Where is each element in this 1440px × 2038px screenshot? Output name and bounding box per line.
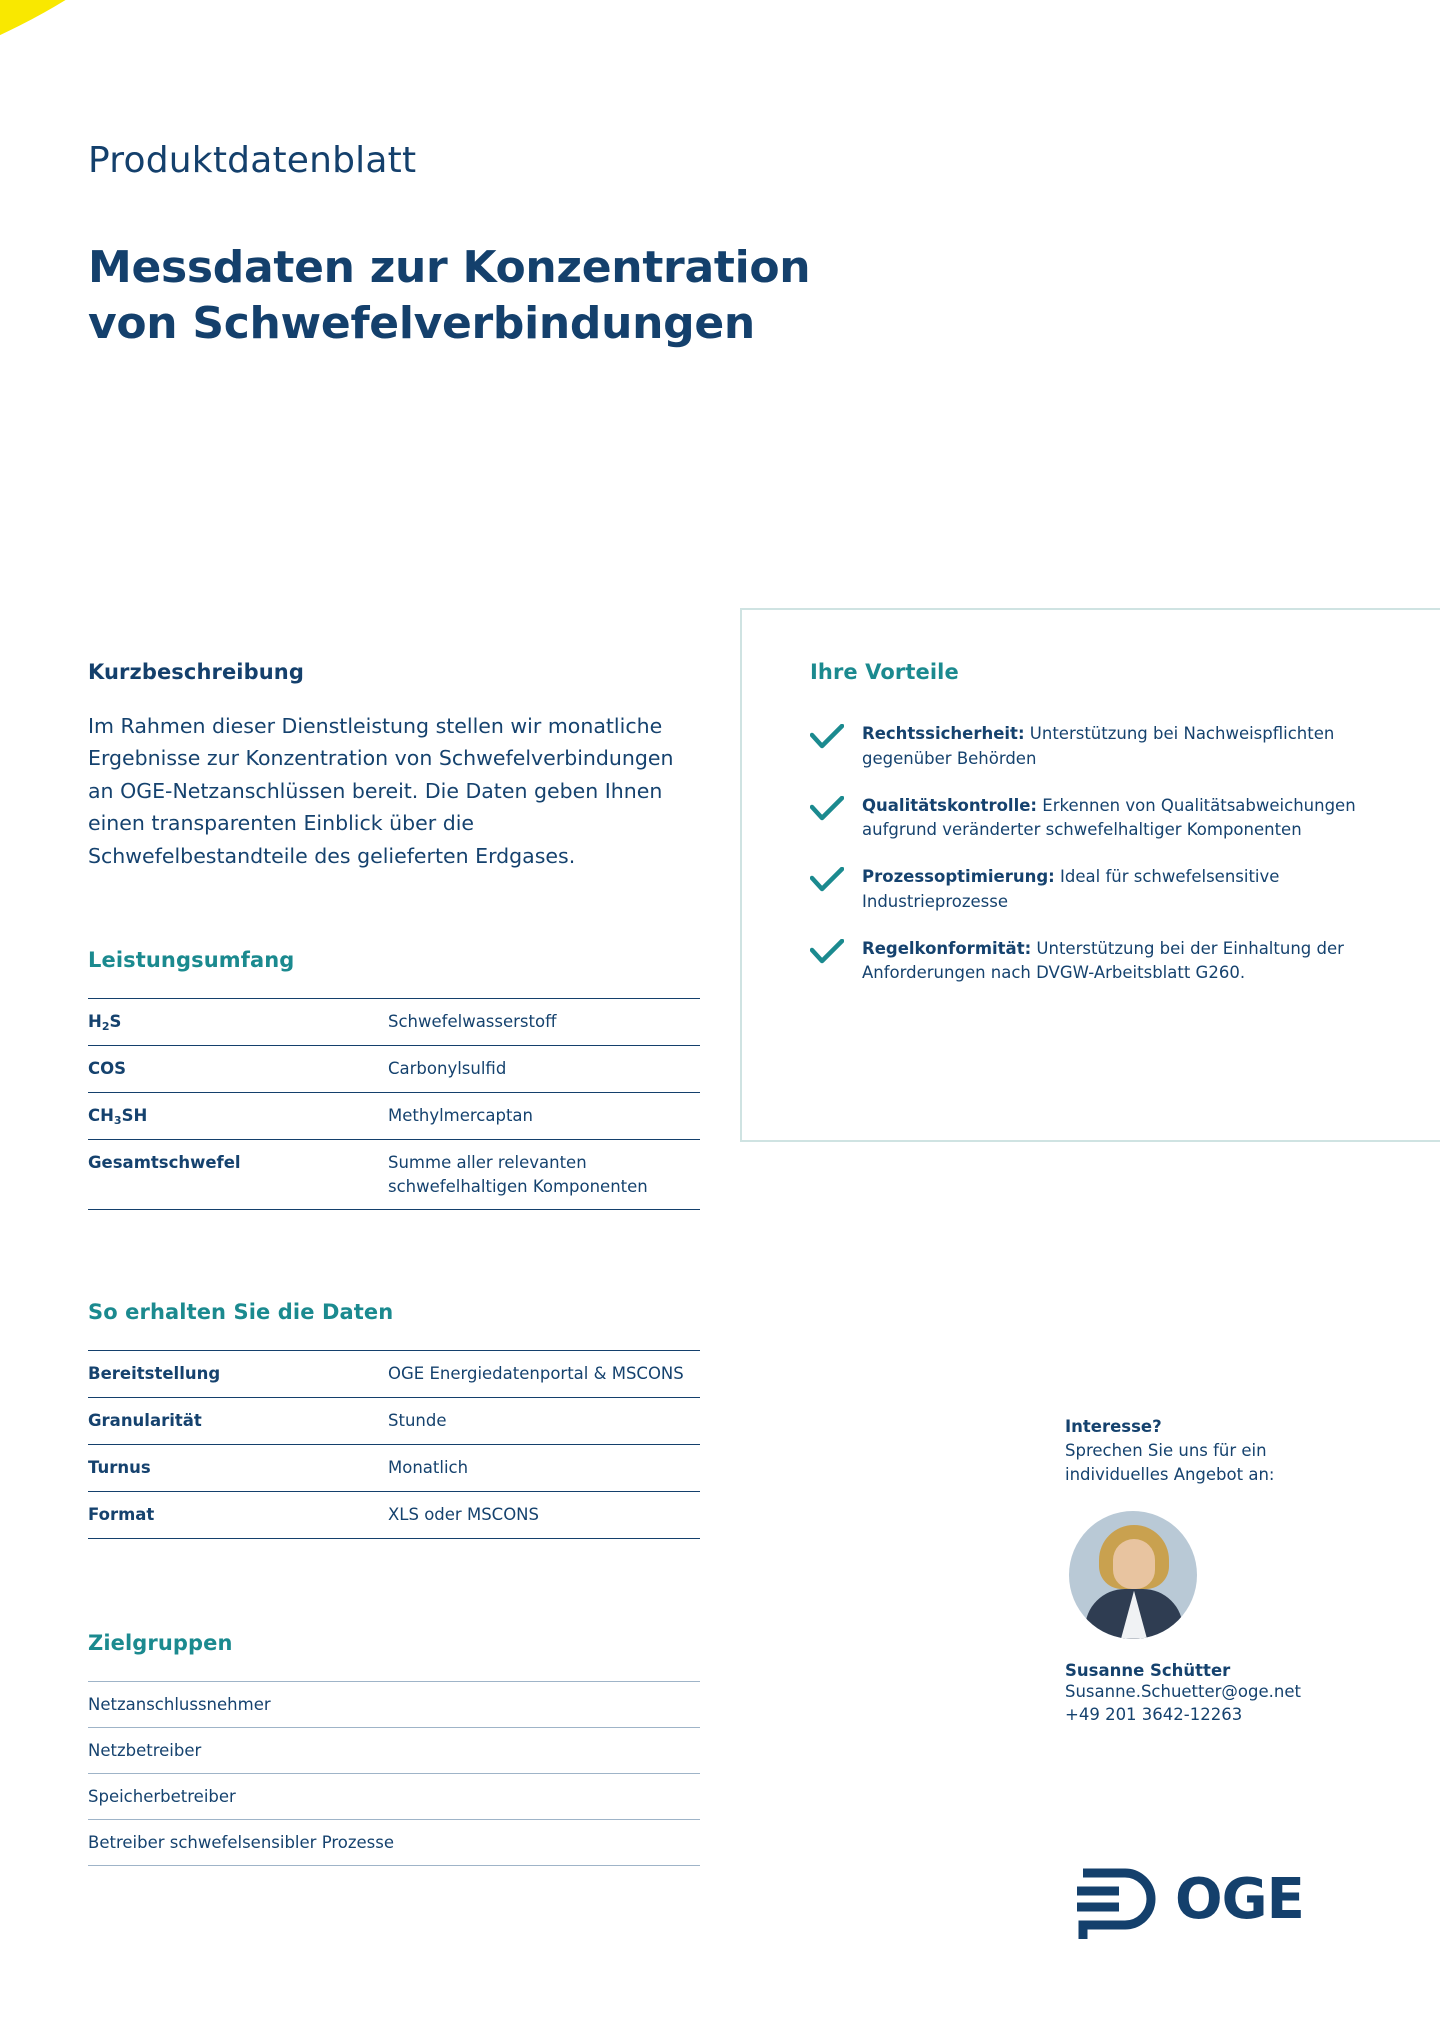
- benefit-text: [862, 937, 1370, 987]
- section-title-vorteile: Ihre Vorteile: [810, 660, 959, 684]
- avatar-face: [1113, 1539, 1155, 1589]
- row-value: Carbonylsulfid: [388, 1058, 507, 1078]
- table-row: [88, 1445, 700, 1492]
- list-item: [88, 1820, 700, 1866]
- row-key: Turnus: [88, 1458, 151, 1478]
- list-item-label: Speicherbetreiber: [88, 1787, 236, 1807]
- benefits-content: [810, 660, 1370, 1008]
- left-column: [88, 660, 698, 1866]
- page-title: [88, 240, 810, 353]
- list-item: [88, 1682, 700, 1728]
- contact-phone[interactable]: +49 201 3642-12263: [1065, 1705, 1243, 1725]
- list-item: [88, 1774, 700, 1820]
- row-value: XLS oder MSCONS: [388, 1505, 539, 1525]
- row-key: $H_2S$: [88, 1011, 122, 1033]
- check-icon: [810, 937, 862, 965]
- row-key: Granularität: [88, 1411, 202, 1431]
- row-key: Bereitstellung: [88, 1364, 221, 1384]
- contact-lead-line1: Sprechen Sie uns für ein: [1065, 1440, 1267, 1460]
- row-value: Monatlich: [388, 1458, 469, 1478]
- oge-logo-text: OGE: [1175, 1867, 1304, 1932]
- document-kicker: Produktdatenblatt: [88, 140, 417, 181]
- benefit-lead: Qualitätskontrolle:: [862, 795, 1038, 815]
- page-title-line2: von Schwefelverbindungen: [88, 298, 755, 350]
- avatar: [1069, 1511, 1197, 1639]
- zielgruppen-table: [88, 1681, 700, 1866]
- row-key: Gesamtschwefel: [88, 1152, 241, 1172]
- list-item-label: Netzanschlussnehmer: [88, 1695, 271, 1715]
- contact-headline: [1065, 1415, 1365, 1439]
- daten-table: [88, 1350, 700, 1539]
- benefit-body: Unterstützung bei Nachweispflichten gegenüber Behörden: [862, 724, 1335, 768]
- row-key: $CH_3SH$: [88, 1105, 148, 1127]
- row-key: COS: [88, 1058, 127, 1078]
- benefit-body: Erkennen von Qualitätsabweichungen aufgrund veränderter schwefelhaltiger Komponenten: [862, 795, 1356, 840]
- benefit-lead: Rechtssicherheit:: [862, 724, 1025, 743]
- row-value: Schwefelwasserstoff: [388, 1011, 557, 1031]
- table-row: [88, 998, 700, 1045]
- table-row: [88, 1139, 700, 1210]
- benefit-item: [810, 865, 1370, 915]
- table-row: [88, 1398, 700, 1445]
- page-title-line1: Messdaten zur Konzentration: [88, 242, 811, 293]
- check-icon: [810, 722, 862, 750]
- benefit-item: [810, 722, 1370, 772]
- benefit-lead: Prozessoptimierung:: [862, 867, 1055, 886]
- benefit-body: Unterstützung bei der Einhaltung der Anforderungen nach DVGW-Arbeitsblatt G260.: [862, 938, 1344, 983]
- row-value: Methylmercaptan: [388, 1105, 534, 1125]
- contact-name: Susanne Schütter: [1065, 1660, 1231, 1680]
- list-item-label: Netzbetreiber: [88, 1741, 202, 1761]
- benefit-text: [862, 865, 1370, 915]
- benefit-text: [862, 722, 1370, 772]
- table-row: [88, 1492, 700, 1539]
- contact-block: [1065, 1415, 1365, 1727]
- table-row: [88, 1351, 700, 1398]
- row-value: OGE Energiedatenportal & MSCONS: [388, 1364, 684, 1384]
- section-title-kurzbeschreibung: Kurzbeschreibung: [88, 660, 304, 684]
- oge-logo-mark: [1065, 1861, 1157, 1939]
- row-key: Format: [88, 1505, 155, 1525]
- benefit-body: Ideal für schwefelsensitive Industrieprozesse: [862, 867, 1280, 911]
- section-title-zielgruppen: Zielgruppen: [88, 1631, 233, 1656]
- list-item: [88, 1728, 700, 1774]
- row-value: Stunde: [388, 1411, 447, 1431]
- check-icon: [810, 794, 862, 822]
- contact-email[interactable]: Susanne.Schuetter@oge.net: [1065, 1681, 1301, 1701]
- oge-logo: [1065, 1855, 1365, 1945]
- benefit-item: [810, 794, 1370, 844]
- leistungsumfang-table: [88, 998, 700, 1211]
- benefit-lead: Regelkonformität:: [862, 938, 1032, 958]
- kurzbeschreibung-text: Im Rahmen dieser Dienstleistung stellen wir monatliche Ergebnisse zur Konzentration von Schwefelverbindungen an OGE-Netzanschlüssen bereit. Die Daten geben Ihnen einen transparenten Einblick über die Schwefelbestandteile des gelieferten Erdgases.: [88, 714, 674, 868]
- row-value: Summe aller relevanten schwefelhaltigen Komponenten: [388, 1152, 648, 1196]
- check-icon: [810, 865, 862, 893]
- contact-headline-text: Interesse?: [1065, 1417, 1162, 1436]
- benefit-text: [862, 794, 1370, 844]
- table-row: [88, 1092, 700, 1139]
- benefit-item: [810, 937, 1370, 987]
- list-item-label: Betreiber schwefelsensibler Prozesse: [88, 1833, 395, 1853]
- contact-lead-line2: individuelles Angebot an:: [1065, 1464, 1275, 1484]
- section-title-leistungsumfang: Leistungsumfang: [88, 947, 295, 972]
- section-title-daten: So erhalten Sie die Daten: [88, 1300, 394, 1325]
- table-row: [88, 1045, 700, 1092]
